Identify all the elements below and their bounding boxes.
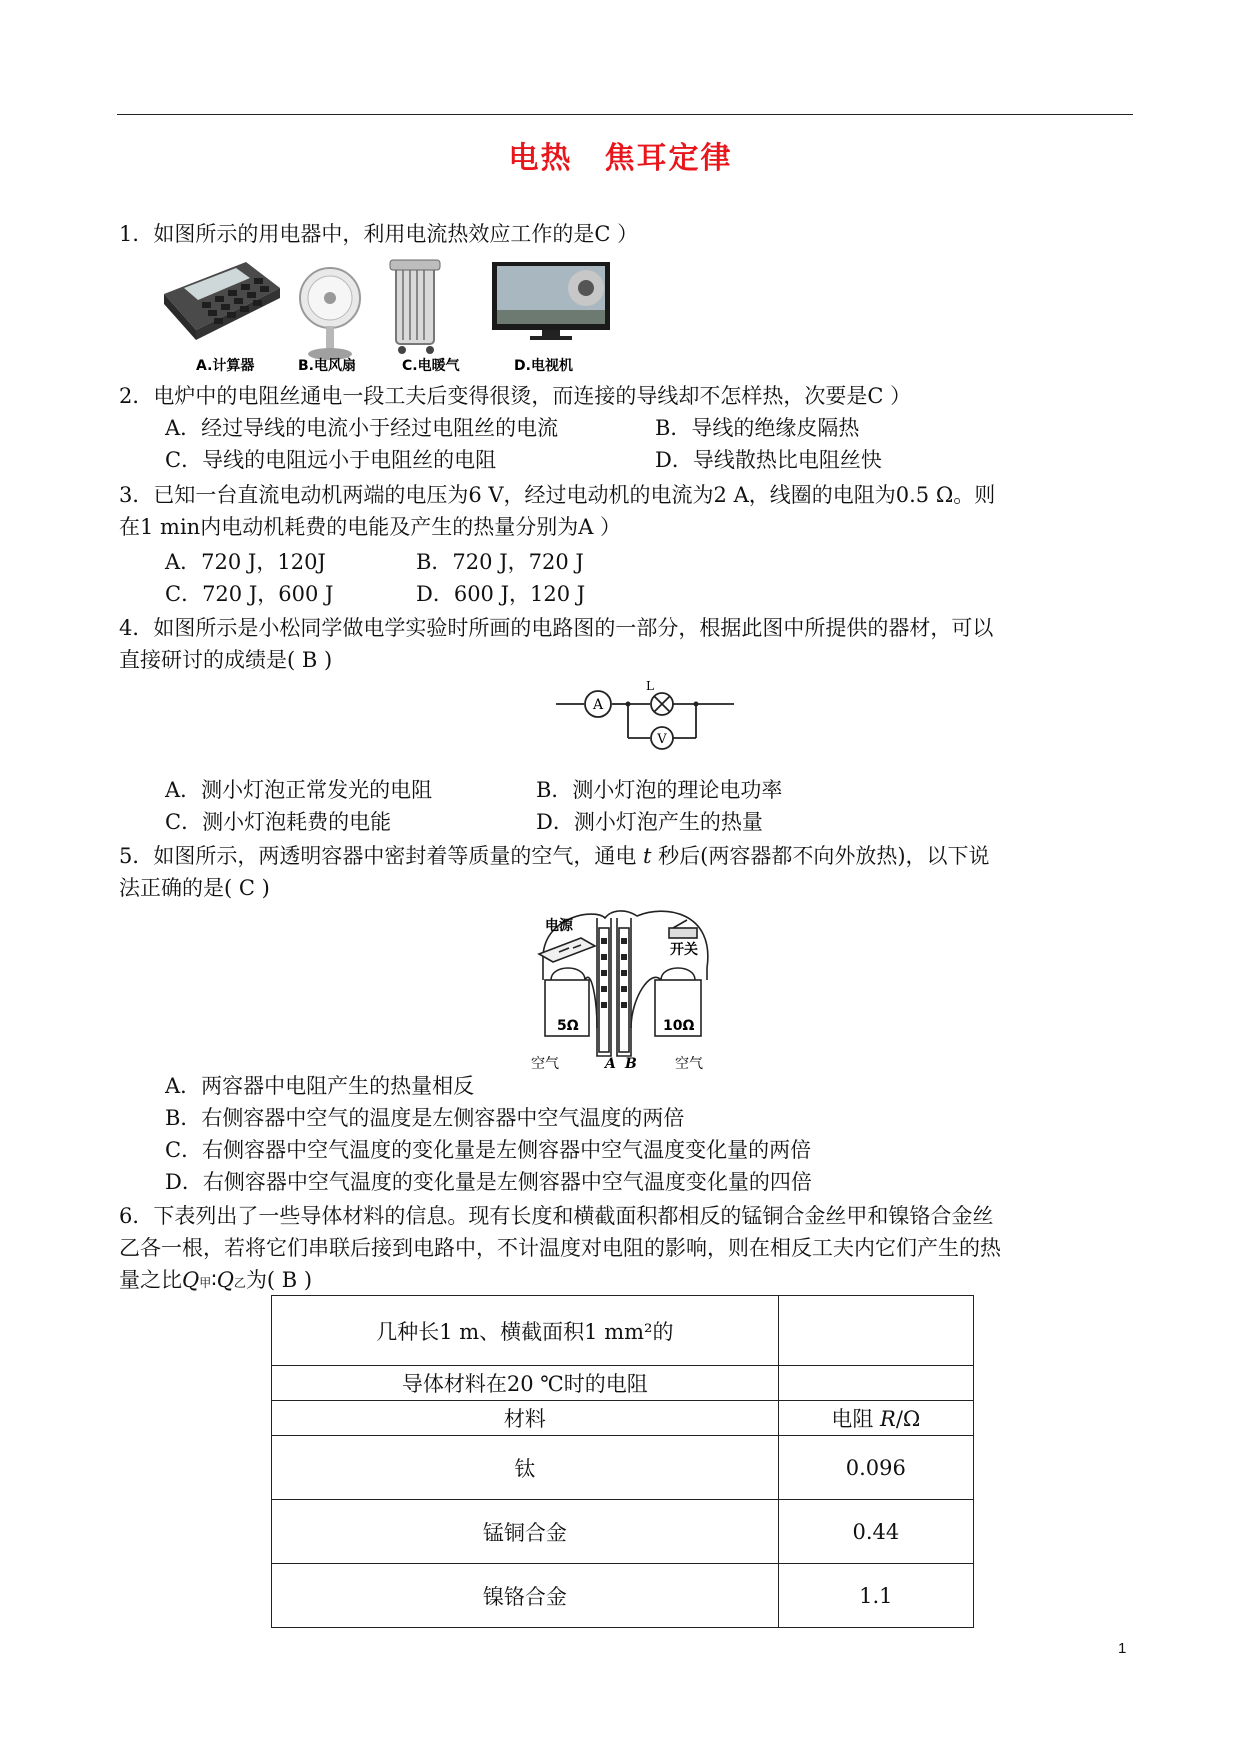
lamp-label: L bbox=[646, 680, 654, 693]
q5-stem-line1: 5．如图所示，两透明容器中密封着等质量的空气，通电 t 秒后(两容器都不向外放热)，以下说 bbox=[119, 844, 990, 868]
table-header-row-2 bbox=[272, 1366, 974, 1401]
q4-stem-line2: 直接研讨的成绩是( B ) bbox=[119, 648, 333, 672]
appliances-figure bbox=[158, 258, 618, 374]
q2-option-c: C．导线的电阻远小于电阻丝的电阻 bbox=[165, 448, 497, 472]
header-rule bbox=[117, 114, 1133, 115]
q2-option-b: B．导线的绝缘皮隔热 bbox=[655, 416, 860, 440]
caption-d: D.电视机 bbox=[514, 358, 573, 374]
material-cell: 钛 bbox=[272, 1436, 779, 1500]
q5-option-a: A．两容器中电阻产生的热量相反 bbox=[165, 1074, 475, 1098]
tube-a-label: A bbox=[605, 1056, 616, 1072]
q3-stem-line1: 3．已知一台直流电动机两端的电压为6 V，经过电动机的电流为2 A，线圈的电阻为0.5 Ω。则 bbox=[119, 483, 996, 507]
q1-stem: 1．如图所示的用电器中，利用电流热效应工作的是C ） bbox=[119, 222, 639, 246]
fan-icon bbox=[300, 268, 360, 360]
q5-stem-line2: 法正确的是( C ) bbox=[119, 876, 270, 900]
table-row bbox=[272, 1564, 974, 1628]
table-header-2: 导体材料在20 ℃时的电阻 bbox=[272, 1366, 779, 1401]
table-row bbox=[272, 1500, 974, 1564]
resistance-cell: 0.096 bbox=[778, 1436, 973, 1500]
q2-stem: 2．电炉中的电阻丝通电一段工夫后变得很烫，而连接的导线却不怎样热，次要是C ） bbox=[119, 384, 912, 408]
resistance-cell: 0.44 bbox=[778, 1500, 973, 1564]
table-header-row-1 bbox=[272, 1296, 974, 1366]
q2-option-a: A．经过导线的电流小于经过电阻丝的电流 bbox=[165, 416, 559, 440]
caption-a: A.计算器 bbox=[196, 358, 255, 374]
caption-b: B.电风扇 bbox=[298, 358, 356, 374]
column-material: 材料 bbox=[272, 1401, 779, 1436]
table-header-blank-2 bbox=[778, 1366, 973, 1401]
resistance-cell: 1.1 bbox=[778, 1564, 973, 1628]
page-title: 电热 焦耳定律 bbox=[508, 141, 733, 176]
q3-option-d: D．600 J，120 J bbox=[416, 582, 586, 606]
table-column-headers bbox=[272, 1401, 974, 1436]
q5-option-b: B．右侧容器中空气的温度是左侧容器中空气温度的两倍 bbox=[165, 1106, 685, 1130]
table-row bbox=[272, 1436, 974, 1500]
material-cell: 镍铬合金 bbox=[272, 1564, 779, 1628]
r2-label: 10Ω bbox=[663, 1018, 695, 1034]
resistance-table bbox=[271, 1295, 974, 1628]
q4-stem-line1: 4．如图所示是小松同学做电学实验时所画的电路图的一部分，根据此图中所提供的器材，可以 bbox=[119, 616, 994, 640]
q4-option-d: D．测小灯泡产生的热量 bbox=[536, 810, 763, 834]
q3-stem-line2: 在1 min内电动机耗费的电能及产生的热量分别为A ） bbox=[119, 515, 622, 539]
q5-option-c: C．右侧容器中空气温度的变化量是左侧容器中空气温度变化量的两倍 bbox=[165, 1138, 812, 1162]
air-right-label: 空气 bbox=[675, 1056, 703, 1072]
heater-icon bbox=[390, 260, 440, 354]
air-left-label: 空气 bbox=[531, 1056, 559, 1072]
voltmeter-label: V bbox=[657, 732, 667, 747]
q4-option-a: A．测小灯泡正常发光的电阻 bbox=[165, 778, 433, 802]
ammeter-label: A bbox=[592, 697, 604, 713]
q5-experiment-diagram bbox=[525, 908, 725, 1076]
tv-icon bbox=[492, 262, 610, 340]
q3-option-b: B．720 J，720 J bbox=[416, 550, 584, 574]
q2-option-d: D．导线散热比电阻丝快 bbox=[655, 448, 882, 472]
table-header-1: 几种长1 m、横截面积1 mm²的 bbox=[272, 1296, 779, 1366]
q6-stem-line2: 乙各一根，若将它们串联后接到电路中，不计温度对电阻的影响，则在相反工夫内它们产生的热 bbox=[119, 1236, 1001, 1260]
calculator-icon bbox=[164, 262, 280, 340]
q4-option-b: B．测小灯泡的理论电功率 bbox=[536, 778, 783, 802]
table-header-blank bbox=[778, 1296, 973, 1366]
q6-stem-line1: 6．下表列出了一些导体材料的信息。现有长度和横截面积都相反的锰铜合金丝甲和镍铬合金丝 bbox=[119, 1204, 994, 1228]
q3-option-c: C．720 J，600 J bbox=[165, 582, 334, 606]
tube-b-label: B bbox=[625, 1056, 637, 1072]
q1-appliance-images bbox=[158, 258, 618, 378]
r1-label: 5Ω bbox=[557, 1018, 579, 1034]
q6-stem-line3: 量之比Q甲∶Q乙为( B ) bbox=[119, 1268, 313, 1292]
q4-option-c: C．测小灯泡耗费的电能 bbox=[165, 810, 392, 834]
page-number: 1 bbox=[1118, 1640, 1127, 1657]
power-label: 电源 bbox=[545, 918, 573, 934]
caption-c: C.电暖气 bbox=[402, 358, 460, 374]
material-cell: 锰铜合金 bbox=[272, 1500, 779, 1564]
column-resistance: 电阻 R/Ω bbox=[778, 1401, 973, 1436]
q4-circuit-diagram bbox=[556, 680, 734, 754]
q3-option-a: A．720 J，120J bbox=[165, 550, 326, 574]
q5-option-d: D．右侧容器中空气温度的变化量是左侧容器中空气温度变化量的四倍 bbox=[165, 1170, 812, 1194]
switch-label: 开关 bbox=[670, 942, 698, 958]
